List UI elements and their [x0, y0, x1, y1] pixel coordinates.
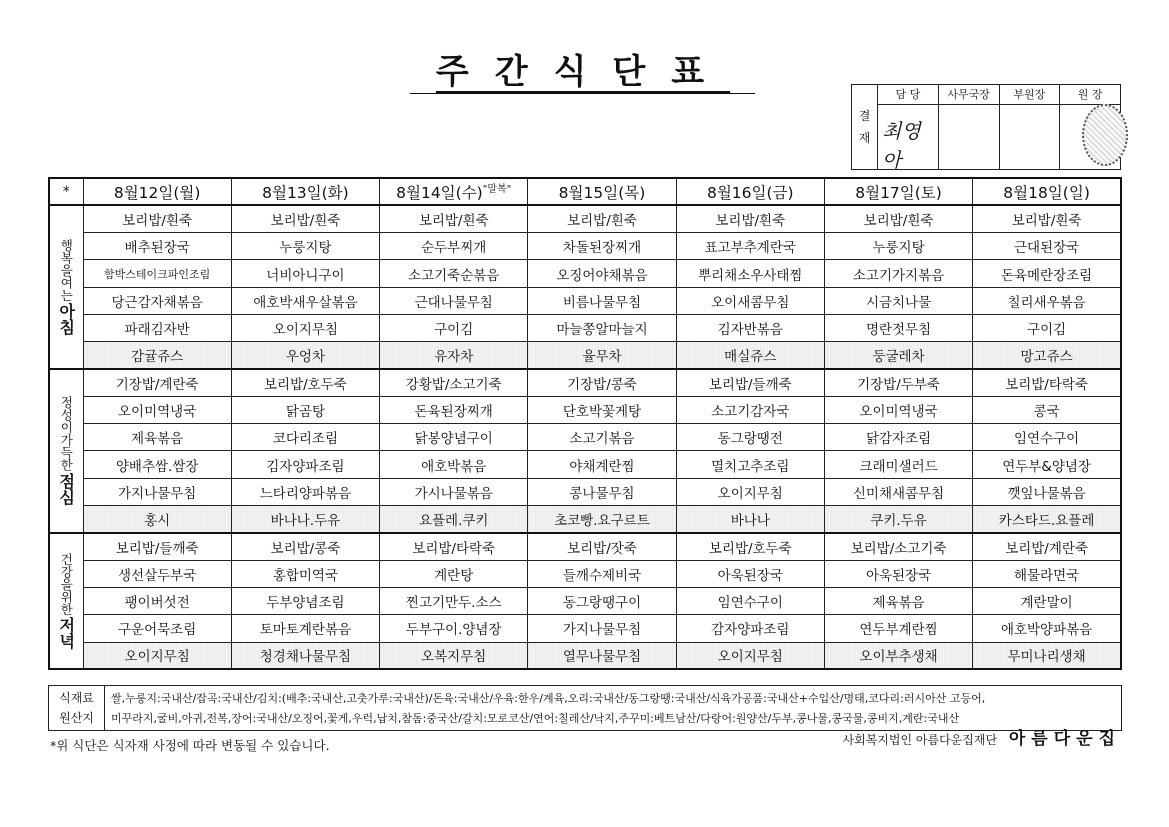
menu-item: 애호박볶음 [380, 451, 528, 478]
menu-row [49, 642, 1121, 669]
organization-foundation: 사회복지법인 아름다운집재단 [842, 733, 998, 747]
menu-item: 콩나물무침 [528, 478, 676, 505]
menu-item: 칠리새우볶음 [973, 287, 1121, 314]
menu-row [49, 615, 1121, 642]
menu-item: 보리밥/흰죽 [824, 205, 972, 232]
menu-item: 너비아니구이 [231, 260, 379, 287]
menu-row [49, 342, 1121, 369]
menu-item: 단호박꽃게탕 [528, 396, 676, 423]
menu-item: 두부구이.양념장 [380, 615, 528, 642]
menu-item: 가지나물무침 [83, 478, 231, 505]
menu-item: 가지나물무침 [528, 615, 676, 642]
approval-box [851, 84, 1121, 170]
menu-item: 애호박양파볶음 [973, 615, 1121, 642]
menu-item: 닭봉양념구이 [380, 424, 528, 451]
menu-item: 홍합미역국 [231, 560, 379, 587]
menu-item: 야채계란찜 [528, 451, 676, 478]
menu-item: 표고부추계란국 [676, 233, 824, 260]
menu-item: 해물라면국 [973, 560, 1121, 587]
menu-item: 오이지무침 [231, 314, 379, 341]
menu-item: 누룽지탕 [231, 233, 379, 260]
menu-row [49, 587, 1121, 614]
meal-label-small: 건강을위한 [58, 552, 74, 616]
menu-row [49, 314, 1121, 341]
day-header: 8월18일(일) [973, 178, 1121, 205]
menu-item: 동그랑땡전 [676, 424, 824, 451]
page-title: 주간식단표 [435, 52, 731, 92]
menu-item: 들깨수제비국 [528, 560, 676, 587]
menu-item: 신미채새콤무침 [824, 478, 972, 505]
origin-text [111, 689, 1117, 729]
menu-item: 애호박새우살볶음 [231, 287, 379, 314]
menu-item: 콩국 [973, 396, 1121, 423]
origin-line-2: 미꾸라지,굴비,아귀,전복,장어:국내산/오징어,꽃게,우럭,납치,참돔:중국산/갈치:모로코산/연어:칠레산/낙지,주꾸미:베트남산/다랑어:원양산/두부,콩나물,콩국물,콩비지,계란:국내산 [111, 712, 960, 725]
menu-row [49, 233, 1121, 260]
menu-item: 소고기감자국 [676, 396, 824, 423]
menu-item: 소고기볶음 [528, 424, 676, 451]
menu-item: 오이지무침 [676, 642, 824, 669]
menu-item: 느타리양파볶음 [231, 478, 379, 505]
meal-label-big: 저녁 [56, 617, 76, 650]
menu-item: 명란젓무침 [824, 314, 972, 341]
menu-item: 시금치나물 [824, 287, 972, 314]
menu-item: 보리밥/잣죽 [528, 533, 676, 560]
meal-label-big: 점심 [56, 473, 76, 506]
menu-item: 뿌리채소우사태찜 [676, 260, 824, 287]
approval-col-office [939, 85, 1000, 169]
meal-label-small: 정성이가득한 [58, 396, 74, 472]
day-header: 8월13일(화) [231, 178, 379, 205]
menu-item: 보리밥/호두죽 [231, 369, 379, 396]
menu-row [49, 506, 1121, 533]
menu-item: 제육볶음 [83, 424, 231, 451]
menu-item: 닭감자조림 [824, 424, 972, 451]
menu-item: 무미나리생채 [973, 642, 1121, 669]
corner-cell: * [49, 178, 83, 205]
menu-item: 소고기죽순볶음 [380, 260, 528, 287]
menu-item: 구이김 [380, 314, 528, 341]
menu-item: 오이지무침 [83, 642, 231, 669]
approval-header: 사무국장 [939, 85, 999, 105]
menu-item: 순두부찌개 [380, 233, 528, 260]
menu-item: 비름나물무침 [528, 287, 676, 314]
menu-item: 차돌된장찌개 [528, 233, 676, 260]
menu-item: 코다리조림 [231, 424, 379, 451]
seal-stamp [1082, 104, 1128, 166]
approval-col-manager [878, 85, 939, 172]
day-header: 8월17일(토) [824, 178, 972, 205]
menu-item: 오이미역냉국 [83, 396, 231, 423]
approval-header: 원 장 [1060, 85, 1120, 105]
menu-item: 마늘쫑알마늘지 [528, 314, 676, 341]
meal-label-small: 행복을여는 [58, 238, 74, 302]
menu-table [48, 177, 1122, 670]
menu-item: 당근감자채볶음 [83, 287, 231, 314]
menu-row [49, 287, 1121, 314]
organization-name: 아름다운집 [1008, 729, 1121, 749]
change-notice: *위 식단은 식자재 사정에 따라 변동될 수 있습니다. [50, 738, 330, 753]
menu-item: 감자양파조림 [676, 615, 824, 642]
menu-item: 열무나물무침 [528, 642, 676, 669]
origin-label-2: 원산지 [59, 711, 94, 725]
menu-item: 돈육된장찌개 [380, 396, 528, 423]
menu-item: 깻잎나물볶음 [973, 478, 1121, 505]
menu-item: 소고기가지볶음 [824, 260, 972, 287]
menu-row [49, 560, 1121, 587]
menu-item: 양배추쌈.쌈장 [83, 451, 231, 478]
menu-item: 연두부&양념장 [973, 451, 1121, 478]
menu-item: 기장밥/콩죽 [528, 369, 676, 396]
menu-item: 강황밥/소고기죽 [380, 369, 528, 396]
approval-side-2: 재 [858, 131, 871, 145]
menu-item: 토마토계란볶음 [231, 615, 379, 642]
menu-row [49, 451, 1121, 478]
menu-row [49, 205, 1121, 232]
menu-item: 김자반볶음 [676, 314, 824, 341]
meal-label [49, 205, 83, 369]
menu-item: 계란말이 [973, 587, 1121, 614]
menu-item: 보리밥/소고기죽 [824, 533, 972, 560]
menu-item: 보리밥/흰죽 [231, 205, 379, 232]
menu-item: 쿠키.두유 [824, 506, 972, 533]
menu-item: 제육볶음 [824, 587, 972, 614]
menu-row [49, 478, 1121, 505]
menu-item: 보리밥/들깨죽 [83, 533, 231, 560]
meal-label [49, 369, 83, 533]
menu-item: 보리밥/흰죽 [528, 205, 676, 232]
menu-item: 보리밥/들깨죽 [676, 369, 824, 396]
menu-item: 구운어묵조림 [83, 615, 231, 642]
day-header: 8월12일(월) [83, 178, 231, 205]
menu-item: 기장밥/두부죽 [824, 369, 972, 396]
origin-line-1: 쌀,누룽지:국내산/잡곡:국내산/김치:(배추:국내산,고춧가루:국내산)/돈육:국내산/우육:한우/계육,오리:국내산/동그랑땡:국내산/식육가공품:국내산+수입산/명태,코다리:러시아산 고등어, [111, 692, 986, 705]
menu-item: 함박스테이크파인조림 [83, 260, 231, 287]
menu-item: 청경채나물무침 [231, 642, 379, 669]
menu-item: 오이미역냉국 [824, 396, 972, 423]
menu-item: 유자차 [380, 342, 528, 369]
menu-item: 배추된장국 [83, 233, 231, 260]
menu-item: 보리밥/계란죽 [973, 533, 1121, 560]
day-header: 8월16일(금) [676, 178, 824, 205]
menu-row [49, 396, 1121, 423]
approval-header: 부원장 [1000, 85, 1060, 105]
menu-item: 임연수구이 [676, 587, 824, 614]
menu-item: 근대된장국 [973, 233, 1121, 260]
day-header [380, 178, 528, 205]
menu-item: 보리밥/호두죽 [676, 533, 824, 560]
menu-item: 카스타드.요플레 [973, 506, 1121, 533]
menu-item: 파래김자반 [83, 314, 231, 341]
menu-item: 생선살두부국 [83, 560, 231, 587]
menu-row [49, 424, 1121, 451]
menu-item: 보리밥/타락죽 [380, 533, 528, 560]
menu-item: 연두부계란찜 [824, 615, 972, 642]
day-note: "말복" [482, 184, 512, 196]
menu-item: 찐고기만두.소스 [380, 587, 528, 614]
approval-col-vice [1000, 85, 1061, 169]
menu-item: 가시나물볶음 [380, 478, 528, 505]
menu-item: 동그랑땡구이 [528, 587, 676, 614]
meal-label-big: 아침 [56, 303, 76, 336]
menu-item: 둥굴레차 [824, 342, 972, 369]
menu-item: 팽이버섯전 [83, 587, 231, 614]
menu-item: 돈육메란장조림 [973, 260, 1121, 287]
menu-item: 근대나물무침 [380, 287, 528, 314]
approval-side-label [852, 85, 878, 169]
approval-header: 담 당 [878, 85, 938, 105]
origin-label-1: 식재료 [59, 691, 94, 705]
menu-item: 아욱된장국 [676, 560, 824, 587]
menu-item: 감귤쥬스 [83, 342, 231, 369]
menu-item: 오이지무침 [676, 478, 824, 505]
menu-item: 임연수구이 [973, 424, 1121, 451]
menu-item: 초코빵.요구르트 [528, 506, 676, 533]
menu-item: 보리밥/흰죽 [676, 205, 824, 232]
menu-row [49, 260, 1121, 287]
menu-item: 망고쥬스 [973, 342, 1121, 369]
meal-label [49, 533, 83, 669]
menu-item: 홍시 [83, 506, 231, 533]
menu-item: 누룽지탕 [824, 233, 972, 260]
menu-item: 오징어야채볶음 [528, 260, 676, 287]
menu-item: 아욱된장국 [824, 560, 972, 587]
menu-item: 멸치고추조림 [676, 451, 824, 478]
menu-item: 보리밥/흰죽 [973, 205, 1121, 232]
approval-signature: 최영아 [882, 119, 921, 172]
menu-item: 보리밥/콩죽 [231, 533, 379, 560]
menu-item: 오이새콤무침 [676, 287, 824, 314]
menu-item: 매실쥬스 [676, 342, 824, 369]
menu-item: 두부양념조림 [231, 587, 379, 614]
menu-item: 기장밥/계란죽 [83, 369, 231, 396]
menu-item: 보리밥/흰죽 [83, 205, 231, 232]
menu-item: 보리밥/흰죽 [380, 205, 528, 232]
title-underline [410, 93, 755, 94]
menu-item: 우엉차 [231, 342, 379, 369]
menu-item: 바나나.두유 [231, 506, 379, 533]
origin-label [49, 686, 105, 730]
menu-item: 구이김 [973, 314, 1121, 341]
menu-item: 닭곰탕 [231, 396, 379, 423]
menu-item: 계란탕 [380, 560, 528, 587]
day-header-row [49, 178, 1121, 205]
organization [843, 724, 1121, 749]
day-header: 8월15일(목) [528, 178, 676, 205]
menu-row [49, 533, 1121, 560]
menu-item: 오이부추생채 [824, 642, 972, 669]
menu-item: 크래미샐러드 [824, 451, 972, 478]
menu-item: 보리밥/타락죽 [973, 369, 1121, 396]
menu-item: 오복지무침 [380, 642, 528, 669]
menu-item: 바나나 [676, 506, 824, 533]
approval-side-1: 결 [858, 109, 871, 123]
menu-item: 율무차 [528, 342, 676, 369]
day-header-text: 8월14일(수) [396, 184, 483, 203]
menu-item: 요플레.쿠키 [380, 506, 528, 533]
menu-row [49, 369, 1121, 396]
menu-item: 김자양파조림 [231, 451, 379, 478]
